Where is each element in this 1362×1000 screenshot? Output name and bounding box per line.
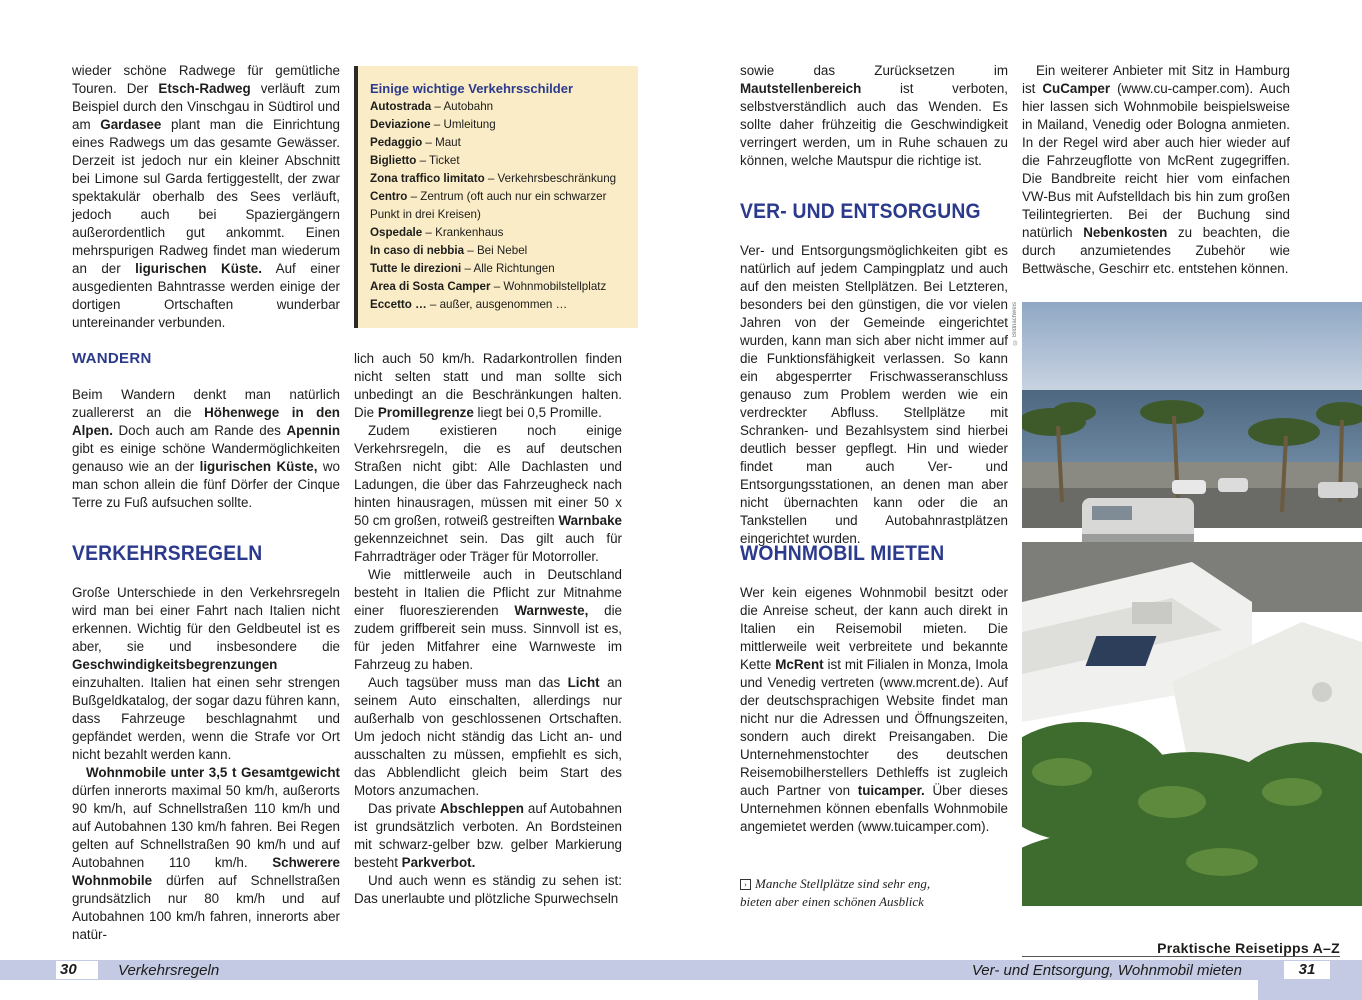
- page-number-tab-right: [1258, 960, 1362, 1000]
- paragraph: Wohnmobile unter 3,5 t Gesamtgewicht dürfen innerorts maximal 50 km/h, außerorts 90 km/h, auf Schnellstraßen 110 km/h und auf Autobahnen 130 km/h fahren. Bei Regen gelten auf Schnellstraßen 90 km/h und auf Autobahnen 110 km/h. Schwerere Wohnmobile dürfen auf Schnellstraßen grundsätzlich nur 80 km/h und auf Autobahnen 100 km/h fahren, innerorts aber natür-: [72, 765, 340, 942]
- heading-ver-und-entsorgung: VER- UND ENTSORGUNG: [740, 200, 981, 223]
- paragraph: Und auch wenn es ständig zu sehen ist: Das unerlaubte und plötzliche Spurwechseln: [354, 873, 622, 906]
- verkehr-text: [72, 584, 340, 944]
- photo-caption: [740, 875, 930, 911]
- wandern-text: [72, 386, 340, 512]
- paragraph: Zudem existieren noch einige Verkehrsregeln, die es auf deutschen Straßen nicht gibt: Alle Dachlasten und Ladungen, die über das Fahrzeugheck nach hinten hinausragen, müssen mit einer 50 x 50 cm großen, rotweiß gestreiften Warnbake gekennzeichnet sein. Das gilt auch für Fahrradträger oder Träger für Motorroller.: [354, 423, 622, 564]
- paragraph: lich auch 50 km/h. Radarkontrollen finden nicht selten statt und man sollte sich unbedingt an die Beschränkungen halten. Die Promillegrenze liegt bei 0,5 Promille.: [354, 351, 622, 420]
- list-item: In caso di nebbia – Bei Nebel: [370, 244, 528, 257]
- list-item: Tutte le direzioni – Alle Richtungen: [370, 262, 555, 275]
- paragraph: wieder schöne Radwege für gemütliche Touren. Der Etsch-Radweg verläuft zum Beispiel durch den Vinschgau in Südtirol und am Gardasee plant man die Einrichtung eines Radwegs um das gesamte Gewässer. Derzeit ist jedoch nur ein kleiner Abschnitt bei Limone sul Garda fertiggestellt, der zwar spektakulär oberhalb des Sees verläuft, jedoch auch bei Spaziergängern außerordentlich gut ankommt. Einen mehrspurigen Radweg findet man wiederum an der ligurischen Küste. Auf einer ausgedienten Bahntrasse werden einige der dortigen Ortschaften wunderbar untereinander verbunden.: [72, 63, 341, 330]
- info-box-traffic-signs: [354, 66, 638, 328]
- page-number-left: 30: [56, 961, 98, 979]
- col4-text: [1022, 62, 1290, 278]
- heading-verkehrsregeln: VERKEHRSREGELN: [72, 542, 263, 565]
- paragraph: Wer kein eigenes Wohnmobil besitzt oder die Anreise scheut, der kann auch direkt in Italien ein Reisemobil mieten. Die mittlerweile weit verbreitete und bekannte Kette McRent ist mit Filialen in Monza, Imola und Venedig vertreten (www.mcrent.de). Auf der deutschsprachigen Website findet man nicht nur die Adressen und Öffnungszeiten, sondern auch direkt Preisangaben. Die Unternehmenstochter des deutschen Reisemobilherstellers Dethleffs ist zugleich auch Partner von tuicamper. Über dieses Unternehmen können ebenfalls Wohnmobile angemietet werden (www.tuicamper.com).: [740, 585, 1008, 834]
- col2-text: [354, 350, 622, 908]
- heading-wandern: WANDERN: [72, 350, 152, 367]
- arrow-right-icon: ›: [740, 879, 751, 890]
- photo-camper-sea-view: [1022, 302, 1362, 906]
- paragraph: Das private Abschleppen auf Autobahnen ist grundsätzlich verboten. An Bordsteinen mit schwarz-gelber bzw. gelber Markierung besteht Parkverbot.: [354, 801, 622, 870]
- list-item: Deviazione – Umleitung: [370, 118, 496, 131]
- running-head-rule: [1022, 956, 1340, 957]
- list-item: Centro – Zentrum (oft auch nur ein schwarzer Punkt in drei Kreisen): [370, 190, 607, 221]
- list-item: Area di Sosta Camper – Wohnmobilstellplatz: [370, 280, 607, 293]
- paragraph: Auch tagsüber muss man das Licht an seinem Auto einschalten, allerdings nur außerhalb von geschlossenen Ortschaften. Um jedoch nicht ständig das Licht an- und ausschalten zu müssen, empfiehlt es sich, das Abblendlicht gleich beim Start des Motors anzumachen.: [354, 675, 622, 798]
- caption-line: › Manche Stellplätze sind sehr eng,: [740, 875, 930, 893]
- running-head: Praktische Reisetipps A–Z: [1157, 940, 1340, 956]
- paragraph: Ein weiterer Anbieter mit Sitz in Hamburg ist CuCamper (www.cu-camper.com). Auch hier lassen sich Wohnmobile beispielsweise in Mailand, Venedig oder Bologna anmieten. In der Regel wird aber auch hier wieder auf die Fahrzeugflotte von McRent zugegriffen. Die Bandbreite reicht hier vom einfachen VW-Bus mit Aufstelldach bis hin zum großen Teilintegrierten. Bei der Buchung sind natürlich Nebenkosten zu beachten, die durch anzumietendes Zubehör wie Bettwäsche, Geschirr etc. entstehen können.: [1022, 63, 1290, 276]
- heading-wohnmobil-mieten: WOHNMOBIL MIETEN: [740, 542, 945, 565]
- info-box-title: Einige wichtige Verkehrsschilder: [370, 81, 574, 96]
- list-item: Biglietto – Ticket: [370, 154, 460, 167]
- wohn-text: [740, 584, 1008, 836]
- ver-text: [740, 242, 1008, 548]
- list-item: Autostrada – Autobahn: [370, 100, 494, 113]
- list-item: Eccetto … – außer, ausgenommen …: [370, 298, 568, 311]
- camper-photo-illustration: [1022, 302, 1362, 906]
- caption-line: bieten aber einen schönen Ausblick: [740, 894, 924, 909]
- list-item: Zona traffico limitato – Verkehrsbeschränkung: [370, 172, 617, 185]
- col3-intro: [740, 62, 1008, 170]
- page-number-right: 31: [1284, 961, 1330, 979]
- list-item: Ospedale – Krankenhaus: [370, 226, 504, 239]
- paragraph: Große Unterschiede in den Verkehrsregeln wird man bei einer Fahrt nach Italien nicht erkennen. Wichtig für den Geldbeutel ist es aber, sie und insbesondere die Geschwindigkeitsbegrenzungen einzuhalten. Italien hat einen sehr strengen Bußgeldkatalog, der sogar dazu führen kann, dass Fahrzeuge beschlagnahmt und gepfändet werden, wenn die Strafe vor Ort nicht bezahlt werden kann.: [72, 585, 340, 762]
- paragraph: Wie mittlerweile auch in Deutschland besteht in Italien die Pflicht zur Mitnahme einer fluoreszierenden Warnweste, die zudem griffbereit sein muss. Sinnvoll ist es, für jeden Mitfahrer eine Warnweste im Fahrzeug zu haben.: [354, 567, 622, 672]
- photo-credit: © Bildnachweis: [1012, 302, 1018, 345]
- paragraph: Ver- und Entsorgungsmöglichkeiten gibt es natürlich auf jedem Campingplatz und auch auf den meisten Stellplätzen. Bei Letzteren, besonders bei den günstigen, die vor vielen Jahren von der Gemeinde eingerichtet wurden, kann man sich aber nicht immer auf die Funktionsfähigkeit verlassen. So kann ein abgesperrter Frischwasseranschluss genauso zum Problem werden wie ein verdreckter Abfluss. Stellplätze mit Schranken- und Bezahlsystem sind hierbei deutlich besser gepflegt. Hin und wieder findet man auch Ver- und Entsorgungsstationen, an denen man aber nicht übernachten kann oder die an Tankstellen und Autobahnrastplätzen eingerichtet wurden.: [740, 243, 1008, 546]
- list-item: Pedaggio – Maut: [370, 136, 461, 149]
- footer-title-right: Ver- und Entsorgung, Wohnmobil mieten: [971, 962, 1242, 979]
- col1-intro: [72, 62, 340, 332]
- paragraph: Beim Wandern denkt man natürlich zuallererst an die Höhenwege in den Alpen. Doch auch am Rande des Apennin gibt es einige schöne Wandermöglichkeiten genauso wie an der ligurischen Küste, wo man schon allein die fünf Dörfer der Cinque Terre zu Fuß aufsuchen sollte.: [72, 387, 341, 510]
- paragraph: sowie das Zurücksetzen im Mautstellenbereich ist verboten, selbstverständlich auch das Wenden. Es sollte daher frühzeitig die Geschwindigkeit verringert werden, um in Ruhe schauen zu können, welche Mautspur die richtige ist.: [740, 63, 1008, 168]
- footer-title-left: Verkehrsregeln: [118, 962, 220, 979]
